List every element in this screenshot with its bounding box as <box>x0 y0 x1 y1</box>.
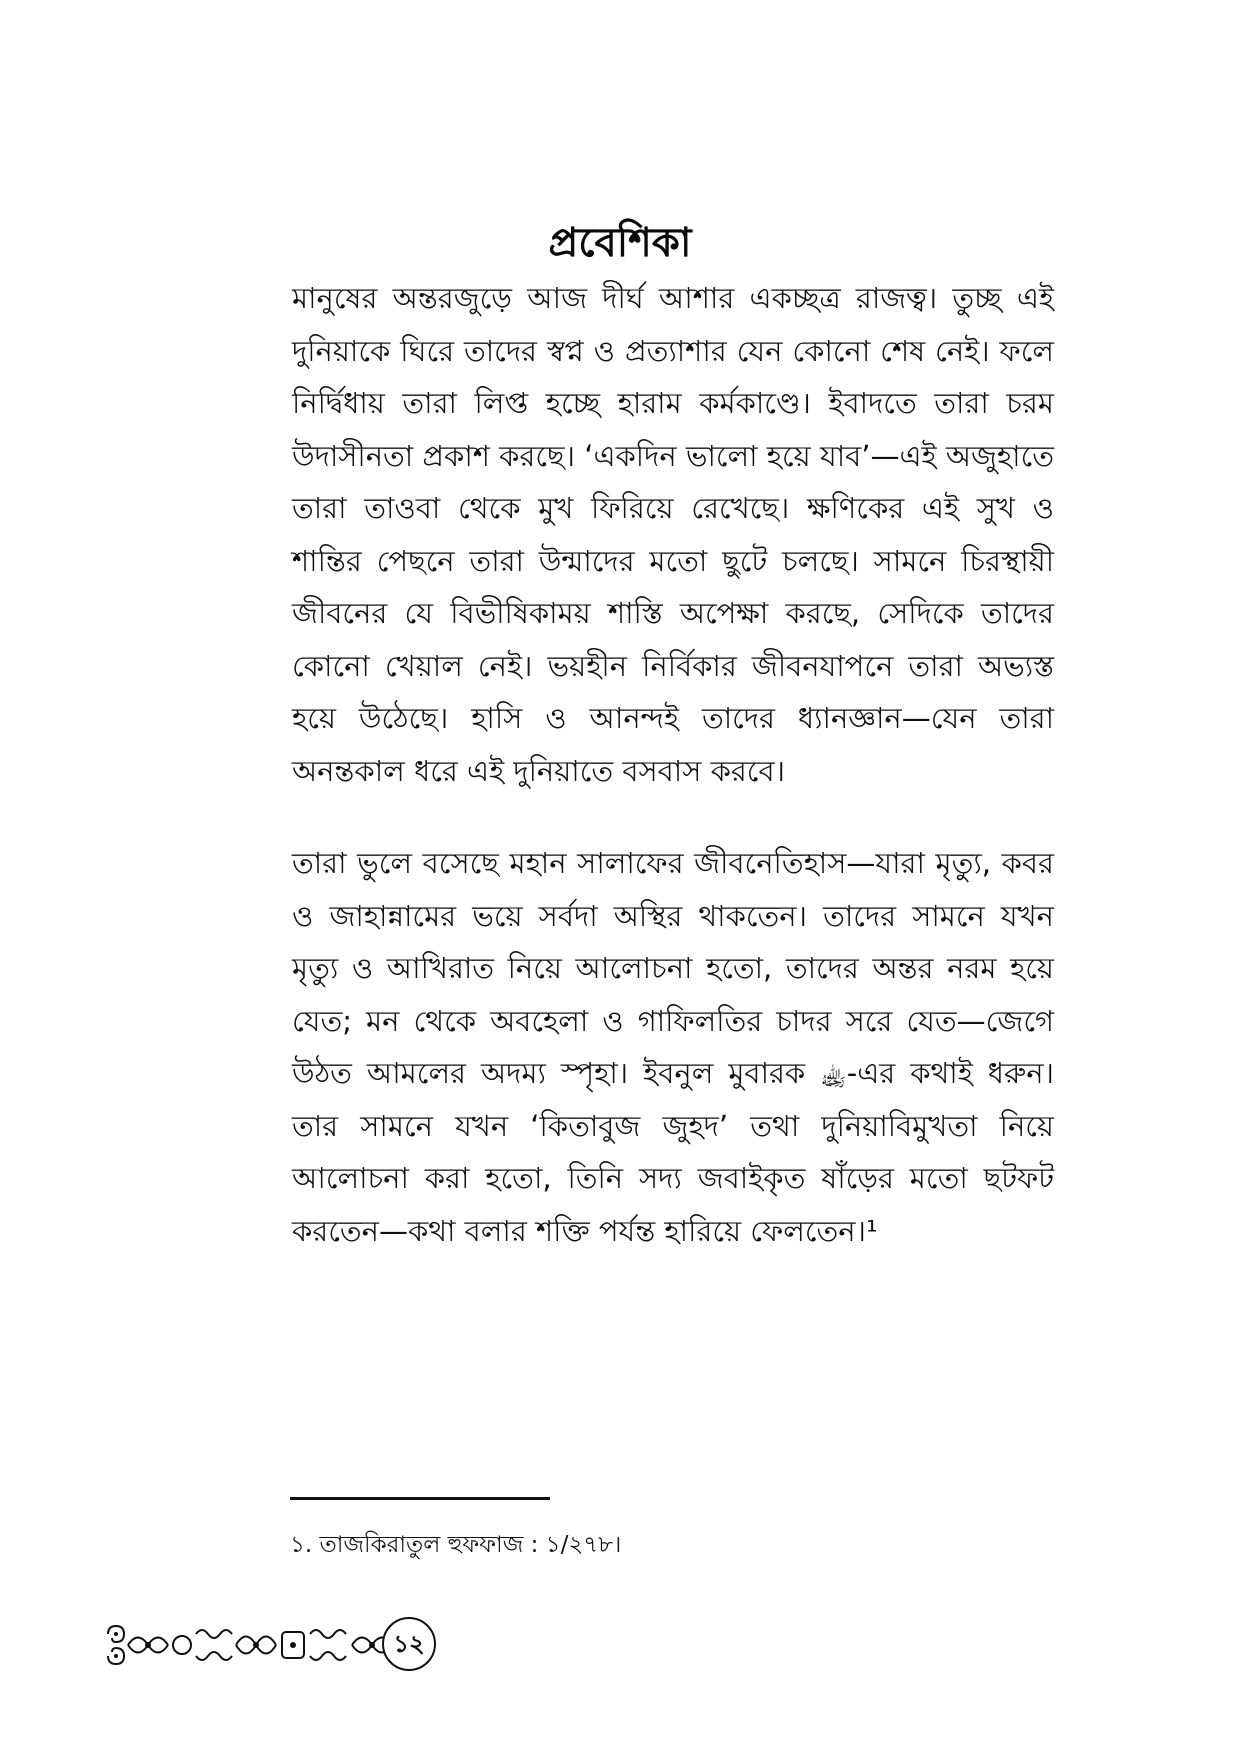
chapter-title: প্রবেশিকা <box>548 219 692 266</box>
paragraph-2: তারা ভুলে বসেছে মহান সালাফের জীবনেতিহাস—যারা মৃত্যু, কবর ও জাহান্নামের ভয়ে সর্বদা অস্থির থাকতেন। তাদের সামনে যখন মৃত্যু ও আখিরাত নিয়ে আলোচনা হতো, তাদের অন্তর নরম হয়ে যেত; মন থেকে অবহেলা ও গাফিলতির চাদর সরে যেত—জেগে উঠত আমলের অদম্য স্পৃহা। ইবনুল মুবারক ﵀-এর কথাই ধরুন। তার সামনে যখন ‘কিতাবুজ জুহদ’ তথা দুনিয়াবিমুখতা নিয়ে আলোচনা করা হতো, তিনি সদ্য জবাইকৃত ষাঁড়ের মতো ছটফট করতেন—কথা বলার শক্তি পর্যন্ত হারিয়ে ফেলতেন।¹ <box>292 846 1054 1248</box>
page-number: ১২ <box>382 1617 436 1671</box>
footnote-divider <box>290 1497 550 1500</box>
paragraph-1: মানুষের অন্তরজুড়ে আজ দীর্ঘ আশার একচ্ছত্র রাজত্ব। তুচ্ছ এই দুনিয়াকে ঘিরে তাদের স্বপ্ন ও প্রত্যাশার যেন কোনো শেষ নেই। ফলে নির্দ্বিধায় তারা লিপ্ত হচ্ছে হারাম কর্মকাণ্ডে। ইবাদতে তারা চরম উদাসীনতা প্রকাশ করছে। ‘একদিন ভালো হয়ে যাব’—এই অজুহাতে তারা তাওবা থেকে মুখ ফিরিয়ে রেখেছে। ক্ষণিকের এই সুখ ও শান্তির পেছনে তারা উন্মাদের মতো ছুটে চলছে। সামনে চিরস্থায়ী জীবনের যে বিভীষিকাময় শাস্তি অপেক্ষা করছে, সেদিকে তাদের কোনো খেয়াল নেই। ভয়হীন নির্বিকার জীবনযাপনে তারা অভ্যস্ত হয়ে উঠেছে। হাসি ও আনন্দই তাদের ধ্যানজ্ঞান—যেন তারা অনন্তকাল ধরে এই দুনিয়াতে বসবাস করবে। <box>292 281 1054 788</box>
footnote: ১. তাজকিরাতুল হুফফাজ : ১/২৭৮। <box>290 1532 622 1558</box>
body-text <box>292 272 1054 1257</box>
